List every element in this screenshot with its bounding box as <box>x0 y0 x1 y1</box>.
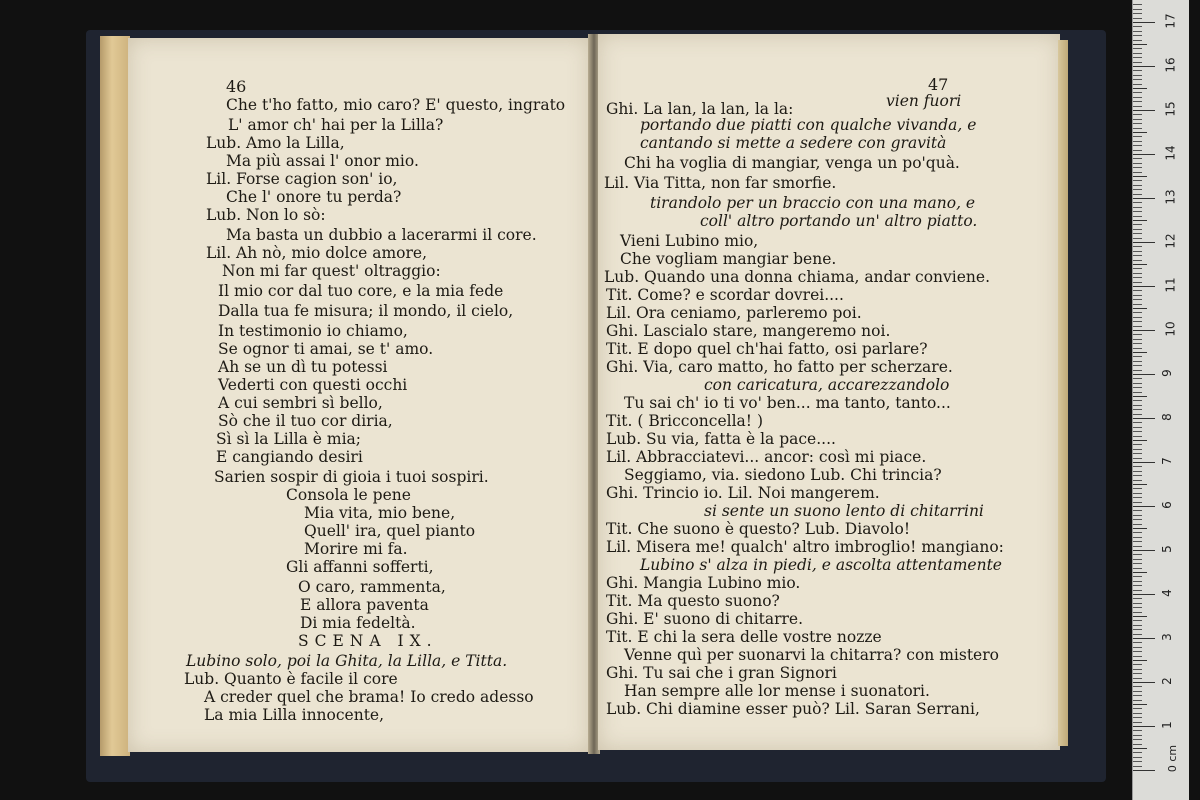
ruler-tick <box>1133 686 1142 687</box>
text-line: Ghi. La lan, la lan, la la: <box>606 100 794 118</box>
text-line: Lub. Non lo sò: <box>206 206 326 224</box>
ruler-tick <box>1133 75 1142 76</box>
text-line: Che vogliam mangiar bene. <box>620 250 837 268</box>
ruler-tick <box>1133 708 1142 709</box>
ruler-tick <box>1133 9 1142 10</box>
text-line: Ah se un dì tu potessi <box>218 358 388 376</box>
text-line: Mia vita, mio bene, <box>304 504 456 522</box>
ruler-tick <box>1133 638 1155 639</box>
ruler-tick <box>1133 713 1142 714</box>
ruler-tick <box>1133 453 1142 454</box>
ruler-tick <box>1133 510 1142 511</box>
stage-direction: si sente un suono lento di chitarrini <box>704 502 984 520</box>
ruler-number: 7 <box>1159 457 1174 465</box>
ruler-tick <box>1133 400 1142 401</box>
text-line: Lil. Via Titta, non far smorfie. <box>604 174 837 192</box>
stage-direction: Lubino solo, poi la Ghita, la Lilla, e Titta. <box>186 652 508 670</box>
right-page <box>598 34 1060 750</box>
stage-direction: cantando si mette a sedere con gravità <box>640 134 947 152</box>
text-line: Dalla tua fe misura; il mondo, il cielo, <box>218 302 514 320</box>
text-line: Han sempre alle lor mense i suonatori. <box>624 682 930 700</box>
text-line: Consola le pene <box>286 486 411 504</box>
left-page-edges <box>100 36 130 756</box>
text-line: Vieni Lubino mio, <box>620 232 759 250</box>
text-line: Sarien sospir di gioia i tuoi sospiri. <box>214 468 489 486</box>
ruler-tick <box>1133 515 1142 516</box>
ruler-tick <box>1133 4 1142 5</box>
ruler-tick <box>1133 440 1147 441</box>
stage-direction: portando due piatti con qualche vivanda, e <box>640 116 977 134</box>
ruler-tick <box>1133 229 1142 230</box>
text-line: Morire mi fa. <box>304 540 408 558</box>
ruler-tick <box>1133 484 1147 485</box>
ruler-tick <box>1133 31 1142 32</box>
ruler-tick <box>1133 348 1142 349</box>
ruler-tick <box>1133 62 1142 63</box>
ruler-tick <box>1133 660 1147 661</box>
ruler-tick <box>1133 150 1142 151</box>
ruler-tick <box>1133 436 1142 437</box>
ruler-tick <box>1133 198 1155 199</box>
ruler-tick <box>1133 290 1142 291</box>
ruler-tick <box>1133 264 1147 265</box>
ruler-tick <box>1133 462 1155 463</box>
ruler-tick <box>1133 682 1155 683</box>
ruler-tick <box>1133 317 1142 318</box>
ruler-tick <box>1133 603 1142 604</box>
ruler-tick <box>1133 246 1142 247</box>
text-line: Ghi. E' suono di chitarre. <box>606 610 804 628</box>
ruler-tick <box>1133 224 1142 225</box>
ruler-tick <box>1133 458 1142 459</box>
ruler-tick <box>1133 405 1142 406</box>
ruler-tick <box>1133 242 1155 243</box>
text-line: Tit. E chi la sera delle vostre nozze <box>606 628 882 646</box>
text-line: La mia Lilla innocente, <box>204 706 385 724</box>
ruler-tick <box>1133 568 1142 569</box>
ruler-tick <box>1133 612 1142 613</box>
ruler-tick <box>1133 563 1142 564</box>
text-line: Se ognor ti amai, se t' amo. <box>218 340 434 358</box>
stage-direction: vien fuori <box>886 92 962 110</box>
ruler-tick <box>1133 141 1142 142</box>
ruler-tick <box>1133 352 1147 353</box>
ruler-tick <box>1133 651 1142 652</box>
ruler-tick <box>1133 519 1142 520</box>
ruler-tick <box>1133 57 1142 58</box>
ruler-tick <box>1133 524 1142 525</box>
text-line: Tit. ( Bricconcella! ) <box>606 412 763 430</box>
ruler-number: 17 <box>1163 13 1178 29</box>
ruler-tick <box>1133 233 1142 234</box>
ruler-tick <box>1133 18 1142 19</box>
ruler-number: 3 <box>1159 633 1174 641</box>
ruler-tick <box>1133 365 1142 366</box>
text-line: Seggiamo, via. siedono Lub. Chi trincia? <box>624 466 942 484</box>
ruler-tick <box>1133 79 1142 80</box>
ruler-tick <box>1133 40 1142 41</box>
ruler-tick <box>1133 722 1142 723</box>
ruler-tick <box>1133 88 1147 89</box>
ruler-tick <box>1133 691 1142 692</box>
ruler-number: 5 <box>1159 545 1174 553</box>
text-line: Ghi. Lascialo stare, mangeremo noi. <box>606 322 891 340</box>
ruler-tick <box>1133 576 1142 577</box>
ruler-tick <box>1133 308 1147 309</box>
text-line: Sò che il tuo cor diria, <box>218 412 393 430</box>
ruler-tick <box>1133 110 1155 111</box>
ruler-tick <box>1133 92 1142 93</box>
text-line: In testimonio io chiamo, <box>218 322 408 340</box>
ruler-tick <box>1133 167 1142 168</box>
text-line: Ma più assai l' onor mio. <box>226 152 419 170</box>
ruler-tick <box>1133 532 1142 533</box>
text-line: Lub. Quando una donna chiama, andar conviene. <box>604 268 991 286</box>
ruler-tick <box>1133 44 1147 45</box>
ruler-tick <box>1133 106 1142 107</box>
ruler-number: 14 <box>1163 145 1178 161</box>
text-line: Lub. Quanto è facile il core <box>184 670 398 688</box>
ruler-tick <box>1133 26 1142 27</box>
text-line: Ghi. Trincio io. Lil. Noi mangerem. <box>606 484 880 502</box>
ruler-tick <box>1133 286 1155 287</box>
ruler-tick <box>1133 497 1142 498</box>
ruler-tick <box>1133 634 1142 635</box>
ruler-tick <box>1133 620 1142 621</box>
ruler-tick <box>1133 119 1142 120</box>
left-page <box>128 38 590 752</box>
ruler-tick <box>1133 136 1142 137</box>
ruler-tick <box>1133 396 1147 397</box>
ruler-tick <box>1133 717 1142 718</box>
ruler-tick <box>1133 304 1142 305</box>
ruler-tick <box>1133 185 1142 186</box>
ruler-tick <box>1133 339 1142 340</box>
ruler-tick <box>1133 202 1142 203</box>
text-line: Vederti con questi occhi <box>218 376 408 394</box>
ruler-tick <box>1133 387 1142 388</box>
ruler-number: 8 <box>1159 413 1174 421</box>
ruler-tick <box>1133 757 1142 758</box>
ruler-tick <box>1133 383 1142 384</box>
ruler-tick <box>1133 273 1142 274</box>
ruler-tick <box>1133 704 1147 705</box>
ruler-tick <box>1133 616 1147 617</box>
ruler-tick <box>1133 128 1142 129</box>
ruler-tick <box>1133 642 1142 643</box>
ruler-tick <box>1133 220 1147 221</box>
ruler-tick <box>1133 418 1155 419</box>
ruler-tick <box>1133 506 1155 507</box>
ruler-tick <box>1133 581 1142 582</box>
ruler-tick <box>1133 176 1147 177</box>
ruler-tick <box>1133 488 1142 489</box>
text-line: E allora paventa <box>300 596 429 614</box>
ruler-tick <box>1133 730 1142 731</box>
ruler-tick <box>1133 664 1142 665</box>
ruler-tick <box>1133 22 1155 23</box>
ruler-tick <box>1133 48 1142 49</box>
ruler-tick <box>1133 163 1142 164</box>
text-line: Tit. E dopo quel ch'hai fatto, osi parlare? <box>606 340 928 358</box>
ruler-tick <box>1133 13 1142 14</box>
ruler-number: 4 <box>1159 589 1174 597</box>
ruler-tick <box>1133 475 1142 476</box>
ruler-tick <box>1133 97 1142 98</box>
text-line: Ghi. Tu sai che i gran Signori <box>606 664 837 682</box>
measurement-ruler <box>1132 0 1189 800</box>
ruler-tick <box>1133 537 1142 538</box>
ruler-tick <box>1133 572 1147 573</box>
text-line: Tit. Che suono è questo? Lub. Diavolo! <box>606 520 911 538</box>
scene-heading: SCENA IX. <box>298 632 438 650</box>
ruler-tick <box>1133 656 1142 657</box>
ruler-tick <box>1133 207 1142 208</box>
text-line: Non mi far quest' oltraggio: <box>222 262 441 280</box>
ruler-tick <box>1133 739 1142 740</box>
ruler-tick <box>1133 299 1142 300</box>
text-line: Che l' onore tu perda? <box>226 188 402 206</box>
text-line: Lil. Misera me! qualch' altro imbroglio! mangiano: <box>606 538 1004 556</box>
ruler-tick <box>1133 343 1142 344</box>
ruler-tick <box>1133 392 1142 393</box>
text-line: O caro, rammenta, <box>298 578 446 596</box>
ruler-tick <box>1133 471 1142 472</box>
ruler-tick <box>1133 502 1142 503</box>
text-line: Lil. Forse cagion son' io, <box>206 170 398 188</box>
ruler-tick <box>1133 282 1142 283</box>
ruler-tick <box>1133 334 1142 335</box>
ruler-tick <box>1133 695 1142 696</box>
ruler-tick <box>1133 554 1142 555</box>
text-line: Venne quì per suonarvi la chitarra? con mistero <box>624 646 999 664</box>
ruler-tick <box>1133 268 1142 269</box>
ruler-unit-label: 0 cm <box>1166 744 1180 773</box>
ruler-tick <box>1133 550 1155 551</box>
ruler-tick <box>1133 154 1155 155</box>
text-line: Il mio cor dal tuo core, e la mia fede <box>218 282 504 300</box>
text-line: Di mia fedeltà. <box>300 614 416 632</box>
ruler-tick <box>1133 744 1142 745</box>
ruler-tick <box>1133 189 1142 190</box>
ruler-number: 2 <box>1159 677 1174 685</box>
ruler-tick <box>1133 295 1142 296</box>
ruler-tick <box>1133 330 1155 331</box>
ruler-tick <box>1133 748 1147 749</box>
ruler-tick <box>1133 466 1142 467</box>
text-line: L' amor ch' hai per la Lilla? <box>228 116 444 134</box>
text-line: Tit. Come? e scordar dovrei.... <box>606 286 844 304</box>
ruler-tick <box>1133 370 1142 371</box>
text-line: Lub. Su via, fatta è la pace.... <box>606 430 836 448</box>
stage-direction: con caricatura, accarezzandolo <box>704 376 950 394</box>
text-line: Lil. Ah nò, mio dolce amore, <box>206 244 428 262</box>
text-line: Gli affanni sofferti, <box>286 558 434 576</box>
ruler-tick <box>1133 145 1142 146</box>
text-line: Ma basta un dubbio a lacerarmi il core. <box>226 226 537 244</box>
ruler-tick <box>1133 726 1155 727</box>
ruler-tick <box>1133 444 1142 445</box>
ruler-number: 10 <box>1163 321 1178 337</box>
ruler-tick <box>1133 594 1155 595</box>
text-line: Tu sai ch' io ti vo' ben... ma tanto, tanto... <box>624 394 951 412</box>
page-number: 47 <box>928 75 949 94</box>
ruler-tick <box>1133 480 1142 481</box>
ruler-tick <box>1133 431 1142 432</box>
ruler-tick <box>1133 669 1142 670</box>
ruler-tick <box>1133 114 1142 115</box>
text-line: Lub. Amo la Lilla, <box>206 134 345 152</box>
text-line: Sì sì la Lilla è mia; <box>216 430 362 448</box>
ruler-tick <box>1133 180 1142 181</box>
ruler-tick <box>1133 700 1142 701</box>
ruler-number: 16 <box>1163 57 1178 73</box>
text-line: A creder quel che brama! Io credo adesso <box>204 688 534 706</box>
ruler-tick <box>1133 312 1142 313</box>
ruler-tick <box>1133 673 1142 674</box>
ruler-tick <box>1133 409 1142 410</box>
ruler-number: 6 <box>1159 501 1174 509</box>
ruler-number: 12 <box>1163 233 1178 249</box>
ruler-tick <box>1133 260 1142 261</box>
ruler-tick <box>1133 528 1147 529</box>
right-page-edges <box>1058 40 1068 746</box>
ruler-tick <box>1133 625 1142 626</box>
ruler-tick <box>1133 752 1142 753</box>
ruler-tick <box>1133 770 1155 771</box>
ruler-tick <box>1133 374 1155 375</box>
ruler-tick <box>1133 277 1142 278</box>
ruler-tick <box>1133 172 1142 173</box>
ruler-tick <box>1133 414 1142 415</box>
ruler-tick <box>1133 66 1155 67</box>
ruler-tick <box>1133 361 1142 362</box>
ruler-tick <box>1133 629 1142 630</box>
ruler-tick <box>1133 158 1142 159</box>
stage-direction: Lubino s' alza in piedi, e ascolta attentamente <box>640 556 1002 574</box>
text-line: Quell' ira, quel pianto <box>304 522 476 540</box>
ruler-tick <box>1133 255 1142 256</box>
ruler-tick <box>1133 541 1142 542</box>
text-line: Ghi. Via, caro matto, ho fatto per scherzare. <box>606 358 953 376</box>
ruler-number: 15 <box>1163 101 1178 117</box>
ruler-tick <box>1133 194 1142 195</box>
stage-direction: coll' altro portando un' altro piatto. <box>700 212 978 230</box>
ruler-tick <box>1133 251 1142 252</box>
ruler-tick <box>1133 326 1142 327</box>
ruler-tick <box>1133 356 1142 357</box>
ruler-tick <box>1133 321 1142 322</box>
text-line: Tit. Ma questo suono? <box>606 592 780 610</box>
ruler-tick <box>1133 216 1142 217</box>
page-number: 46 <box>226 77 247 96</box>
ruler-tick <box>1133 84 1142 85</box>
text-line: Chi ha voglia di mangiar, venga un po'quà. <box>624 154 960 172</box>
ruler-tick <box>1133 123 1142 124</box>
ruler-tick <box>1133 449 1142 450</box>
text-line: E cangiando desiri <box>216 448 363 466</box>
ruler-tick <box>1133 761 1142 762</box>
ruler-tick <box>1133 647 1142 648</box>
ruler-tick <box>1133 35 1142 36</box>
text-line: Lil. Ora ceniamo, parleremo poi. <box>606 304 862 322</box>
ruler-number: 9 <box>1159 369 1174 377</box>
ruler-tick <box>1133 101 1142 102</box>
ruler-tick <box>1133 766 1142 767</box>
ruler-tick <box>1133 378 1142 379</box>
ruler-tick <box>1133 422 1142 423</box>
stage-direction: tirandolo per un braccio con una mano, e <box>650 194 976 212</box>
ruler-tick <box>1133 53 1142 54</box>
text-line: Ghi. Mangia Lubino mio. <box>606 574 801 592</box>
text-line: Lub. Chi diamine esser può? Lil. Saran Serrani, <box>606 700 980 718</box>
ruler-tick <box>1133 590 1142 591</box>
ruler-tick <box>1133 735 1142 736</box>
ruler-tick <box>1133 427 1142 428</box>
ruler-tick <box>1133 211 1142 212</box>
ruler-tick <box>1133 598 1142 599</box>
text-line: Che t'ho fatto, mio caro? E' questo, ingrato <box>226 96 566 114</box>
ruler-tick <box>1133 70 1142 71</box>
ruler-tick <box>1133 585 1142 586</box>
ruler-tick <box>1133 546 1142 547</box>
text-line: Lil. Abbracciatevi... ancor: così mi piace. <box>606 448 927 466</box>
ruler-tick <box>1133 607 1142 608</box>
ruler-tick <box>1133 132 1147 133</box>
ruler-tick <box>1133 678 1142 679</box>
ruler-tick <box>1133 238 1142 239</box>
ruler-number: 11 <box>1163 277 1178 293</box>
text-line: A cui sembri sì bello, <box>218 394 383 412</box>
ruler-tick <box>1133 493 1142 494</box>
ruler-tick <box>1133 559 1142 560</box>
ruler-number: 1 <box>1159 721 1174 729</box>
ruler-number: 13 <box>1163 189 1178 205</box>
